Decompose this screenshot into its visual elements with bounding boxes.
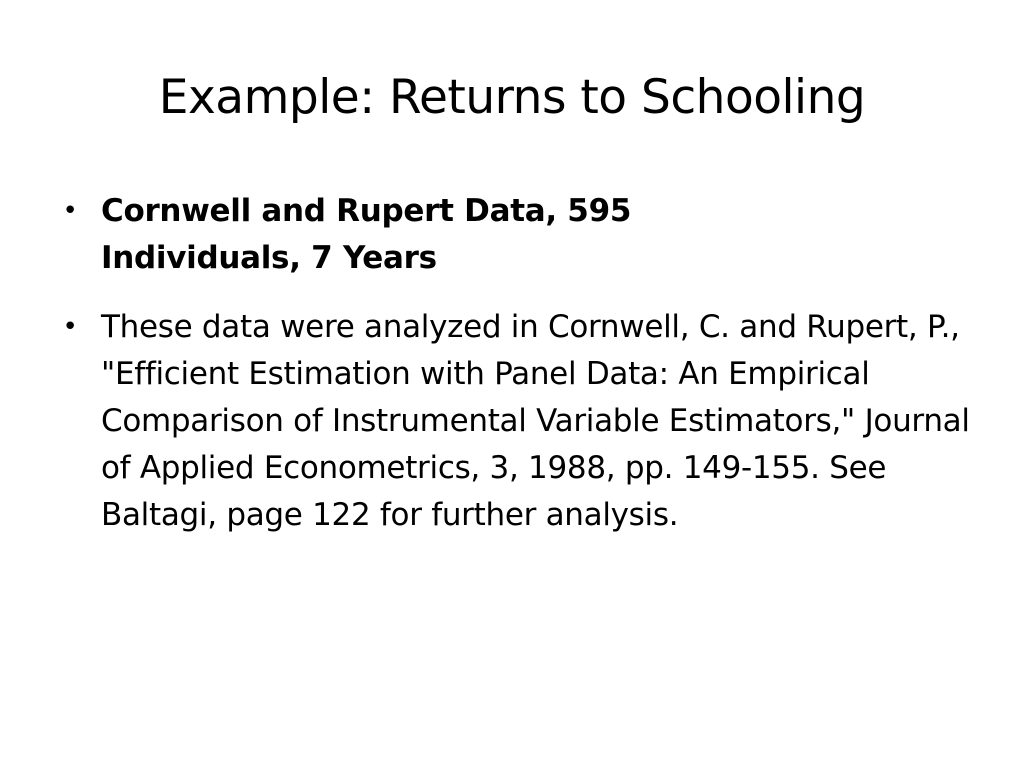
bullet-text-citation: These data were analyzed in Cornwell, C. and Rupert, P., "Efficient Estimation with Panel Data: An Empirical Comparison of Instrumental Variable Estimators," Journal of Applied Econometrics, 3, 1988, pp. 149-155. See Baltagi, page 122 for further analysis. [101,309,970,533]
bullet-marker: • [62,196,78,226]
bullet-item-data-source [60,188,980,282]
bullet-marker: • [62,312,78,342]
bullet-list [60,188,980,539]
slide-title: Example: Returns to Schooling [158,70,866,125]
bullet-item-citation [60,304,980,539]
bullet-text-data-source: Cornwell and Rupert Data, 595 Individuals, 7 Years [101,193,632,276]
